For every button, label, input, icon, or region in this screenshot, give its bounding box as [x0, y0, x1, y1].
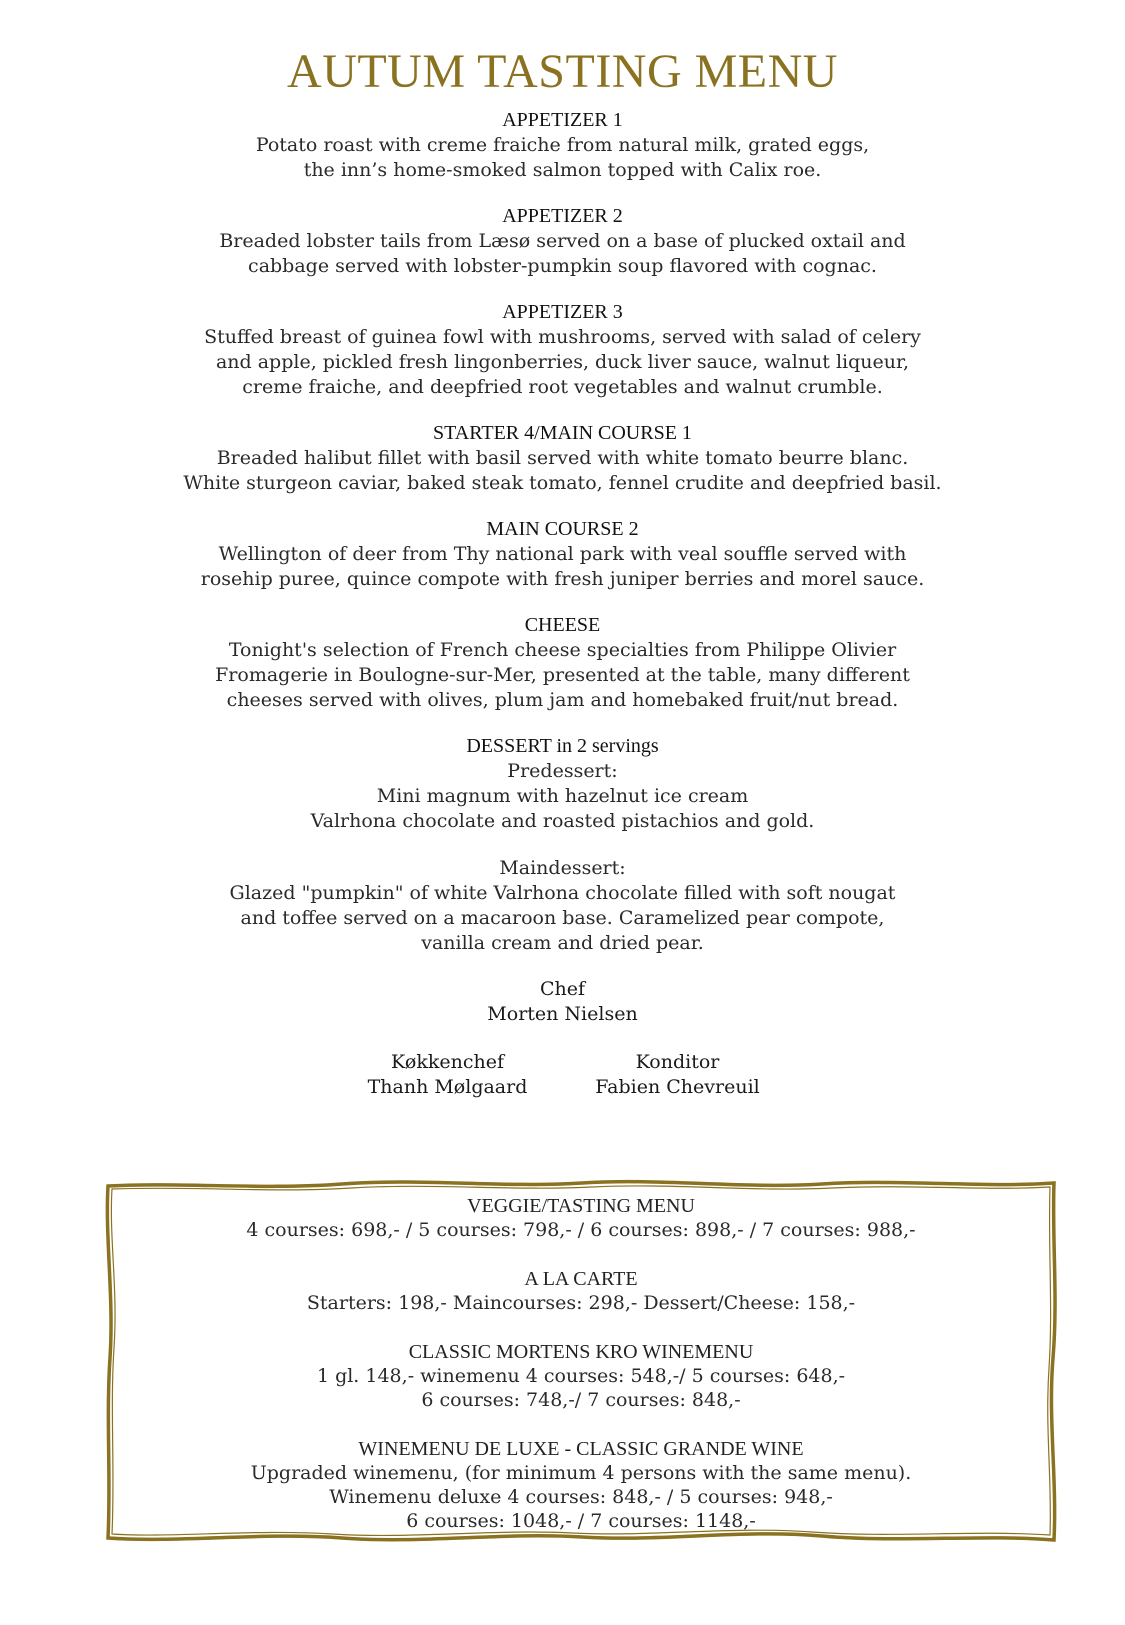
description-line: cheeses served with olives, plum jam and homebaked fruit/nut bread. [226, 689, 899, 711]
description-line: Mini magnum with hazelnut ice cream [376, 785, 749, 807]
price-line: 6 courses: 1048,- / 7 courses: 1148,- [406, 1510, 756, 1532]
course-heading: APPETIZER 3 [502, 301, 623, 323]
course-description [0, 133, 1125, 183]
price-line: Winemenu deluxe 4 courses: 848,- / 5 courses: 948,- [329, 1486, 833, 1508]
course-heading: MAIN COURSE 2 [486, 518, 639, 540]
course-cheese [0, 613, 1125, 713]
course-main-1 [0, 421, 1125, 496]
price-line: Starters: 198,- Maincourses: 298,- Dessert/Cheese: 158,- [306, 1292, 856, 1314]
predessert-label: Predessert: [507, 760, 618, 782]
price-block-veggie [106, 1194, 1056, 1242]
price-line: 1 gl. 148,- winemenu 4 courses: 548,-/ 5 courses: 648,- [316, 1365, 846, 1387]
pastry-chef-name: Fabien Chevreuil [595, 1076, 760, 1098]
price-heading: A LA CARTE [524, 1268, 638, 1290]
description-line: Breaded lobster tails from Læsø served on a base of plucked oxtail and [219, 230, 906, 252]
chef-name: Morten Nielsen [487, 1003, 638, 1025]
course-description [0, 638, 1125, 713]
description-line: vanilla cream and dried pear. [421, 932, 704, 954]
description-line: Wellington of deer from Thy national park with veal souffle served with [218, 543, 907, 565]
description-line: Breaded halibut fillet with basil served with white tomato beurre blanc. [216, 447, 909, 469]
predessert-description [0, 784, 1125, 834]
description-line: Potato roast with creme fraiche from natural milk, grated eggs, [255, 134, 870, 156]
course-dessert [0, 734, 1125, 956]
description-line: Stuffed breast of guinea fowl with mushrooms, served with salad of celery [204, 326, 921, 348]
course-list [0, 108, 1125, 1100]
menu-title: AUTUM TASTING MENU [287, 45, 838, 98]
description-line: White sturgeon caviar, baked steak tomato, fennel crudite and deepfried basil. [183, 472, 942, 494]
description-line: Fromagerie in Boulogne-sur-Mer, presented at the table, many different [215, 664, 910, 686]
price-line: 4 courses: 698,- / 5 courses: 798,- / 6 courses: 898,- / 7 courses: 988,- [246, 1219, 916, 1241]
course-heading: APPETIZER 2 [502, 205, 623, 227]
description-line: Tonight's selection of French cheese specialties from Philippe Olivier [228, 639, 897, 661]
course-appetizer-3 [0, 300, 1125, 400]
description-line: cabbage served with lobster-pumpkin soup flavored with cognac. [248, 255, 877, 277]
price-block-classic-wine [106, 1340, 1056, 1412]
price-line: Upgraded winemenu, (for minimum 4 persons with the same menu). [250, 1462, 912, 1484]
kitchen-chef-name: Thanh Mølgaard [367, 1076, 528, 1098]
description-line: the inn’s home-smoked salmon topped with Calix roe. [303, 159, 822, 181]
price-heading: VEGGIE/TASTING MENU [467, 1195, 695, 1217]
chef-title: Chef [539, 978, 586, 1000]
description-line: and apple, pickled fresh lingonberries, duck liver sauce, walnut liqueur, [215, 351, 910, 373]
price-list [106, 1194, 1056, 1558]
price-block-deluxe-wine [106, 1437, 1056, 1533]
course-description [0, 325, 1125, 400]
kitchen-chef [363, 1050, 533, 1100]
course-heading: CHEESE [524, 614, 601, 636]
price-block-a-la-carte [106, 1267, 1056, 1315]
course-description [0, 229, 1125, 279]
kitchen-chef-title: Køkkenchef [391, 1051, 504, 1073]
description-line: Glazed "pumpkin" of white Valrhona chocolate filled with soft nougat [229, 882, 896, 904]
description-line: and toffee served on a macaroon base. Caramelized pear compote, [240, 907, 885, 929]
description-line: Valrhona chocolate and roasted pistachios and gold. [310, 810, 815, 832]
course-heading: STARTER 4/MAIN COURSE 1 [433, 422, 692, 444]
maindessert-label: Maindessert: [499, 857, 626, 879]
pastry-chef-title: Konditor [635, 1051, 720, 1073]
pastry-chef [593, 1050, 763, 1100]
course-appetizer-2 [0, 204, 1125, 279]
price-heading: WINEMENU DE LUXE - CLASSIC GRANDE WINE [358, 1438, 804, 1460]
description-line: rosehip puree, quince compote with fresh juniper berries and morel sauce. [200, 568, 925, 590]
course-description [0, 446, 1125, 496]
price-line: 6 courses: 748,-/ 7 courses: 848,- [421, 1389, 741, 1411]
maindessert-description [0, 881, 1125, 956]
course-main-2 [0, 517, 1125, 592]
course-description [0, 542, 1125, 592]
course-appetizer-1 [0, 108, 1125, 183]
price-box [106, 1182, 1056, 1542]
description-line: creme fraiche, and deepfried root vegetables and walnut crumble. [242, 376, 883, 398]
price-heading: CLASSIC MORTENS KRO WINEMENU [408, 1341, 754, 1363]
course-heading: APPETIZER 1 [502, 109, 623, 131]
course-heading: DESSERT in 2 servings [466, 735, 659, 757]
credits [0, 977, 1125, 1100]
